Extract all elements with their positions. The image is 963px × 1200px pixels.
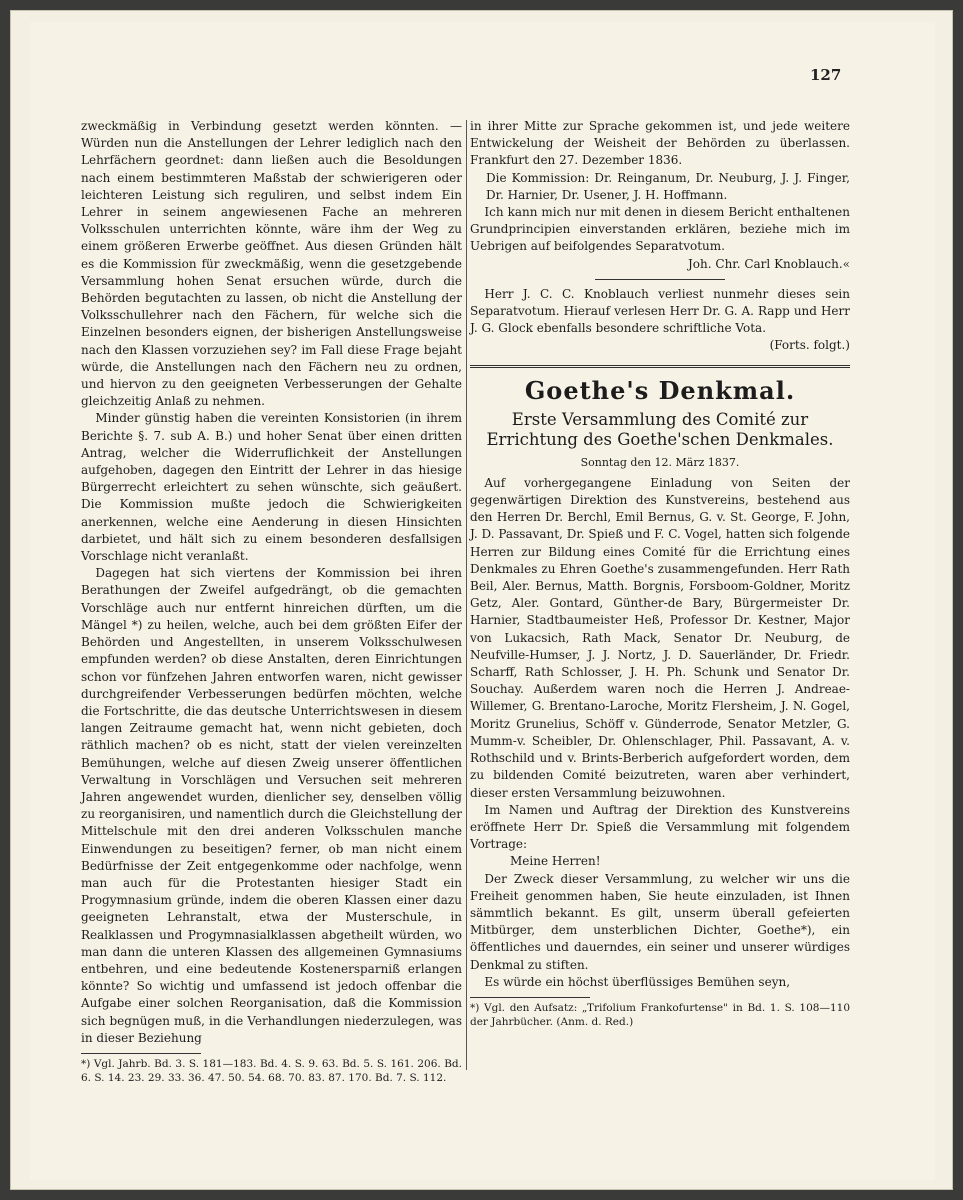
- speech-paragraph-2: Es würde ein höchst überflüssiges Bemühen seyn,: [484, 974, 791, 989]
- section-title: Goethe's Denkmal.: [524, 375, 796, 405]
- section-double-rule: [470, 365, 850, 368]
- footnote-rule-right: [470, 997, 590, 998]
- commission-signatories: Die Kommission: Dr. Reinganum, Dr. Neuburg, J. J. Finger, Dr. Harnier, Dr. Usener, J. H. Hoffmann.: [486, 170, 850, 202]
- left-paragraph-2: Minder günstig haben die vereinten Konsistorien (in ihrem Berichte §. 7. sub A. B.) und hoher Senat über einen dritten Antrag, welcher die Widerruflichkeit der Anstellungen aufgehoben, dagegen den Eintritt der Lehrer in das hiesige Bürgerrecht erleichtert zu sehen wünschte, sich geäußert. Die Kommission mußte jedoch die Schwierigkeiten anerkennen, welche eine Aenderung in diesen Hinsichten darbietet, und hält sich zu einem besonderen desfallsigen Vorschlage nicht veranlaßt.: [81, 411, 462, 564]
- right-footnote: *) Vgl. den Aufsatz: „Trifolium Frankofurtense" in Bd. 1. S. 108—110 der Jahrbücher. (Anm. d. Red.): [470, 1001, 850, 1028]
- right-paragraph-2: Im Namen und Auftrag der Direktion des Kunstvereins eröffnete Herr Dr. Spieß die Versammlung mit folgendem Vortrage:: [470, 802, 850, 852]
- right-paragraph-1: Auf vorhergegangene Einladung von Seiten der gegenwärtigen Direktion des Kunstvereins, bestehend aus den Herren Dr. Berchl, Emil Bernus, G. v. St. George, F. John, J. D. Passavant, Dr. Spieß und F. C. Vogel, hatten sich folgende Herren zur Bildung eines Comité für die Errichtung eines Denkmales zu Ehren Goethe's zusammengefunden. Herr Rath Beil, Aler. Bernus, Matth. Borgnis, Forsboom-Goldner, Moritz Getz, Aler. Gontard, Günther-de Bary, Bürgermeister Dr. Harnier, Stadtbaumeister Heß, Professor Dr. Kestner, Major von Lukacsich, Rath Mack, Senator Dr. Neuburg, de Neufville-Humser, J. J. Nortz, J. D. Sauerländer, Dr. Friedr. Scharff, Rath Schlosser, J. H. Ph. Schunk und Senator Dr. Souchay. Außerdem waren noch die Herren J. Andreae-Willemer, G. Brentano-Laroche, Moritz Flersheim, J. N. Gogel, Moritz Grunelius, Schöff v. Günderrode, Senator Metzler, G. Mumm-v. Scheibler, Dr. Ohlenschlager, Phil. Passavant, A. v. Rothschild und v. Brints-Berberich aufgefordert worden, dem zu bildenden Comité beizutreten, waren aber verhindert, dieser ersten Versammlung beizuwohnen.: [470, 475, 850, 800]
- separate-vote-statement: Ich kann mich nur mit denen in diesem Bericht enthaltenen Grundprincipien einverstanden erklären, beziehe mich im Uebrigen auf beifolgendes Separatvotum.: [470, 205, 850, 254]
- continued-note: (Forts. folgt.): [769, 338, 850, 353]
- short-rule: [595, 279, 725, 280]
- section-date: Sonntag den 12. März 1837.: [580, 455, 740, 469]
- speech-paragraph-1: Der Zweck dieser Versammlung, zu welcher wir uns die Freiheit genommen haben, Sie heute einzuladen, ist Ihnen sämmtlich bekannt. Es gilt, unserm überall gefeierten Mitbürger, dem unsterblichen Dichter, Goethe*), ein öffentliches und dauerndes, ein seiner und unserer würdiges Denkmal zu stiften.: [470, 871, 850, 972]
- left-footnote: *) Vgl. Jahrb. Bd. 3. S. 181—183. Bd. 4. S. 9. 63. Bd. 5. S. 161. 206. Bd. 6. S. 14. 23. 29. 33. 36. 47. 50. 54. 68. 70. 83. 87. 170. Bd. 7. S. 112.: [81, 1057, 462, 1084]
- column-divider: [466, 120, 467, 1070]
- salutation: Meine Herren!: [510, 854, 601, 869]
- section-subtitle: Erste Versammlung des Comité zur Errichtung des Goethe'schen Denkmales.: [486, 409, 834, 449]
- page-number: 127: [810, 66, 842, 84]
- left-column: [81, 118, 462, 1085]
- right-opening: in ihrer Mitte zur Sprache gekommen ist, und jede weitere Entwickelung der Weisheit der Behörden zu überlassen. Frankfurt den 27. Dezember 1836.: [470, 119, 850, 168]
- left-paragraph-3: Dagegen hat sich viertens der Kommission bei ihren Berathungen der Zweifel aufgedrängt, ob die gemachten Vorschläge auch nur entfernt hinreichen dürften, um die Mängel *) zu heilen, welche, auch bei dem größten Eifer der Behörden und Angestellten, in unserem Volksschulwesen empfunden werden? ob diese Anstalten, deren Einrichtungen schon vor fünfzehen Jahren entworfen waren, nicht gewisser durchgreifender Verbesserungen bedürfen möchten, welche die Fortschritte, die das deutsche Unterrichtswesen in diesem langen Zeitraume gemacht hat, wenn nicht gebieten, doch räthlich machen? ob es nicht, statt der vielen vereinzelten Bemühungen, welche auf diesen Zweig unserer öffentlichen Verwaltung in Vorschlägen und Versuchen seit mehreren Jahren angewendet wurden, dienlicher sey, denselben völlig zu reorganisiren, und namentlich durch die Gleichstellung der Mittelschule mit den drei anderen Volksschulen manche Einwendungen zu beseitigen? ferner, ob man nicht einem Bedürfnisse der Zeit entgegenkomme oder nachfolge, wenn man auch für die Protestanten hiesiger Stadt ein Progymnasium gründe, indem die oberen Klassen einer dazu geeigneten Lehranstalt, etwa der Musterschule, in Realklassen und Progymnasialklassen abgetheilt würden, wo man dann die unteren Klassen des allgemeinen Gymnasiums entbehren, und eine bedeutende Kostenersparniß erlangen könnte? So wichtig und umfassend ist jedoch offenbar die Aufgabe einer solchen Reorganisation, daß die Kommission sich begnügen muß, in die Verhandlungen niederzulegen, was in dieser Beziehung: [81, 566, 462, 1045]
- left-paragraph-1: zweckmäßig in Verbindung gesetzt werden könnten. — Würden nun die Anstellungen der Lehrer lediglich nach den Lehrfächern geordnet: dann ließen auch die Besoldungen nach einem bestimmteren Maßstab der schwierigeren oder leichteren Leistung sich reguliren, und selbst indem Ein Lehrer in seinem angewiesenen Fache an mehreren Volksschulen unterrichten könnte, wäre ihm der Weg zu einem größeren Erwerbe geöffnet. Aus diesen Gründen hält es die Kommission für zweckmäßig, wenn die gesetzgebende Versammlung hohen Senat ersuchen würde, durch die Behörden begutachten zu lassen, ob nicht die Anstellung der Volksschullehrer nach den Fächern, für welche sich die Einzelnen besonders eignen, der bisherigen Anstellungsweise nach den Klassen vorzuziehen sey? im Fall diese Frage bejaht würde, die Anstellungen nach den Fächern neu zu ordnen, und hiervon zu den geeigneten Verbesserungen der Gehalte gleichzeitig Anlaß zu nehmen.: [81, 119, 462, 409]
- right-column: [470, 118, 850, 1029]
- signature: Joh. Chr. Carl Knoblauch.«: [688, 256, 850, 271]
- reading-note: Herr J. C. C. Knoblauch verliest nunmehr dieses sein Separatvotum. Hierauf verlesen Herr Dr. G. A. Rapp und Herr J. G. Glock ebenfalls besondere schriftliche Vota.: [470, 286, 850, 336]
- footnote-rule: [81, 1053, 201, 1054]
